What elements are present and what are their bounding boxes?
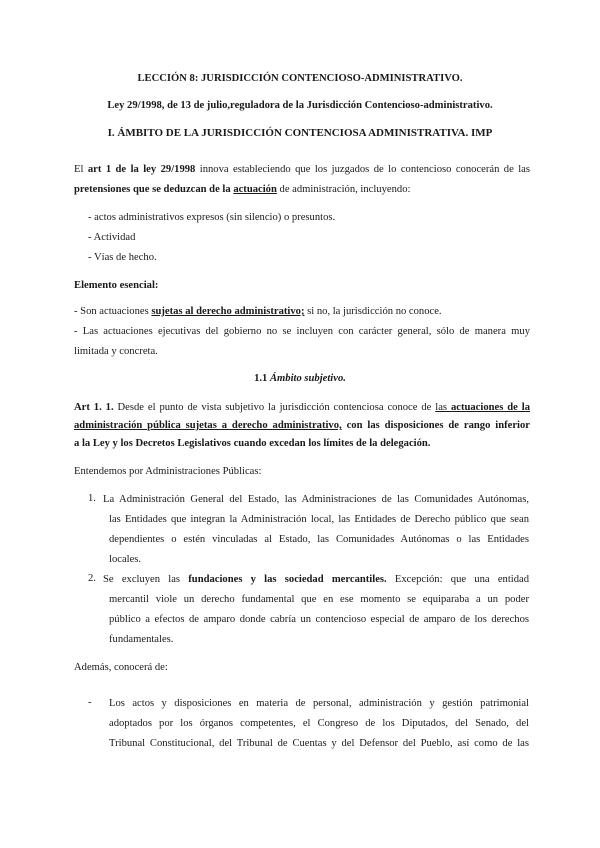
- section-heading: I. ÁMBITO DE LA JURISDICCIÓN CONTENCIOSA ADMINISTRATIVA. IMP: [107, 127, 493, 139]
- intro-line-2: pretensiones que se deduzcan de la actuación de administración, incluyendo:: [74, 184, 411, 195]
- law-reference: Ley 29/1998, de 13 de julio,reguladora de la Jurisdicción Contencioso-administrativo.: [107, 100, 493, 111]
- numbered-2-line-3: público a efectos de amparo donde cabría un contencioso especial de amparo de los derechos: [109, 614, 529, 625]
- numbered-1-line-2: las Entidades que integran la Administración local, las Entidades de Derecho público que sean: [109, 514, 529, 525]
- essential-heading: Elemento esencial:: [74, 280, 159, 291]
- numbered-2-line-2: mercantil viole un derecho fundamental que en ese momento se equiparaba a un poder: [109, 594, 529, 605]
- list-number: 1.: [88, 493, 96, 504]
- intro-line-1: El art 1 de la ley 29/1998 innova estableciendo que los juzgados de lo contencioso conocerán de las: [74, 164, 530, 175]
- art11-line-2: administración pública sujetas a derecho administrativo, con las disposiciones de rango inferior: [74, 420, 530, 431]
- essential-point-1: - Son actuaciones sujetas al derecho administrativo; si no, la jurisdicción no conoce.: [74, 306, 442, 317]
- essential-point-2: - Las actuaciones ejecutivas del gobierno no se incluyen con carácter general, sólo de manera muy: [74, 326, 530, 337]
- final-item-line-3: Tribunal Constitucional, del Tribunal de Cuentas y del Defensor del Pueblo, así como de las: [109, 738, 529, 749]
- lesson-title: LECCIÓN 8: JURISDICCIÓN CONTENCIOSO-ADMINISTRATIVO.: [137, 73, 463, 84]
- essential-point-2-cont: limitada y concreta.: [74, 346, 158, 357]
- numbered-1-line-3: dependientes o estén vinculadas al Estado, las Comunidades Autónomas o las Entidades: [109, 534, 529, 545]
- admin-intro: Entendemos por Administraciones Públicas:: [74, 466, 262, 477]
- list-item: - actos administrativos expresos (sin silencio) o presuntos.: [88, 212, 336, 223]
- final-item-line-2: adoptados por los órganos competentes, el Congreso de los Diputados, del Senado, del: [109, 718, 529, 729]
- numbered-2-line-4: fundamentales.: [109, 634, 174, 645]
- ademas-line: Además, conocerá de:: [74, 662, 168, 673]
- dash-bullet: -: [88, 697, 92, 708]
- art11-line-3: a la Ley y los Decretos Legislativos cuando excedan los límites de la delegación.: [74, 438, 431, 449]
- subsection-heading: 1.1 Ámbito subjetivo.: [254, 373, 346, 384]
- numbered-1-line-4: locales.: [109, 554, 142, 565]
- list-item: - Actividad: [88, 232, 136, 243]
- final-item-line-1: Los actos y disposiciones en materia de personal, administración y gestión patrimonial: [109, 698, 529, 709]
- numbered-2-line-1: Se excluyen las fundaciones y las sociedad mercantiles. Excepción: que una entidad: [103, 574, 529, 585]
- list-number: 2.: [88, 573, 96, 584]
- list-item: - Vías de hecho.: [88, 252, 157, 263]
- art11-line-1: Art 1. 1. Desde el punto de vista subjetivo la jurisdicción contenciosa conoce de las actuaciones de la: [74, 402, 530, 413]
- numbered-1-line-1: La Administración General del Estado, las Administraciones de las Comunidades Autónomas,: [103, 494, 529, 505]
